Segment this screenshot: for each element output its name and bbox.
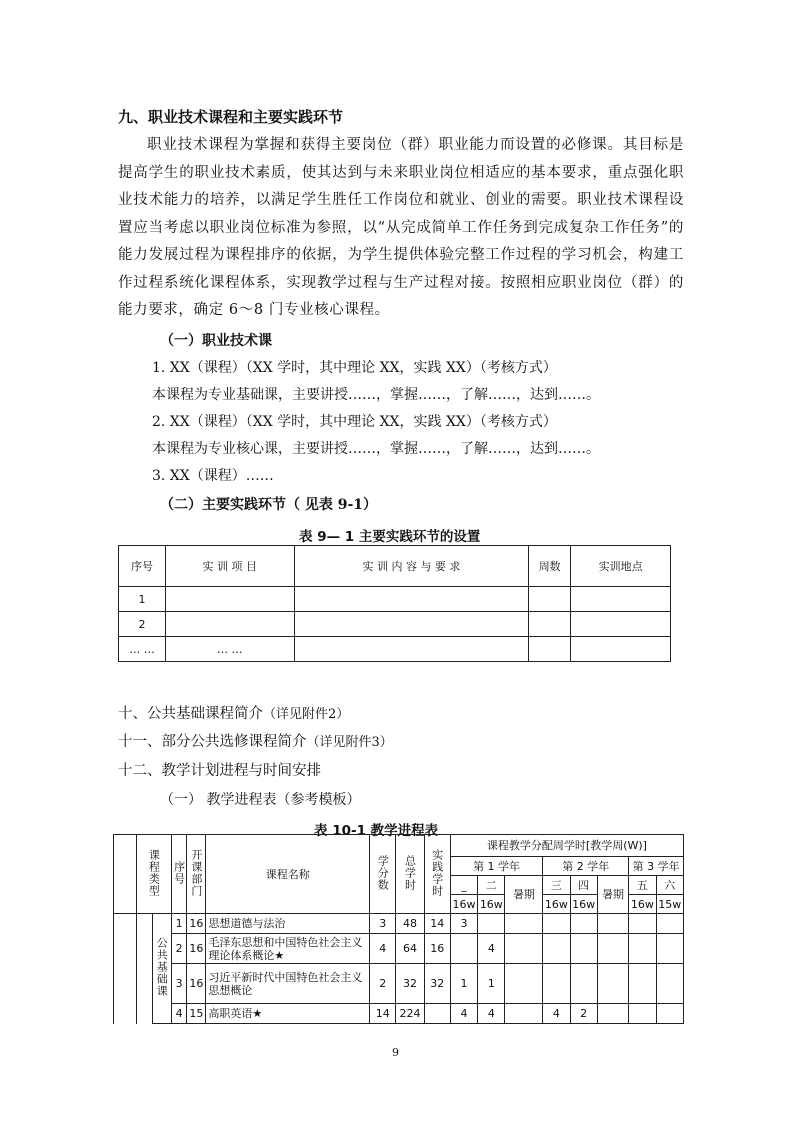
header-weeks-6: 15w bbox=[656, 895, 683, 914]
header-course-type-text: 课程类型 bbox=[147, 848, 161, 897]
group-public-basic bbox=[152, 914, 171, 1024]
table-row bbox=[119, 587, 671, 612]
group-public-basic-text: 公共基础课 bbox=[155, 937, 169, 997]
table-row bbox=[114, 1004, 684, 1024]
cell-total: 32 bbox=[396, 964, 424, 1004]
header-dept bbox=[187, 835, 206, 914]
header-sem-6: 六 bbox=[656, 876, 683, 895]
header-practice-hours bbox=[424, 835, 450, 914]
section-11-heading bbox=[118, 730, 393, 751]
cell-s2: 4 bbox=[478, 934, 505, 964]
cell-s4: 2 bbox=[570, 1004, 597, 1024]
header-seq-text: 序号 bbox=[172, 860, 186, 885]
header-year-3: 第 3 学年 bbox=[629, 857, 684, 876]
cell bbox=[294, 612, 529, 637]
cell bbox=[165, 612, 294, 637]
header-sem-5: 五 bbox=[629, 876, 656, 895]
cell-dept: 15 bbox=[187, 1004, 206, 1024]
section-10-title: 十、公共基础课程简介 bbox=[118, 706, 263, 722]
cell-summer bbox=[505, 1004, 543, 1024]
cell bbox=[529, 637, 571, 662]
header-summer-2: 暑期 bbox=[597, 876, 628, 914]
cell: 2 bbox=[119, 612, 166, 637]
cell-summer bbox=[505, 964, 543, 1004]
header-sem-3: 三 bbox=[543, 876, 570, 895]
table-row bbox=[119, 612, 671, 637]
cell-s2: 4 bbox=[478, 1004, 505, 1024]
table-row bbox=[114, 934, 684, 964]
cell-summer bbox=[505, 934, 543, 964]
section-12-heading: 十二、教学计划进程与时间安排 bbox=[118, 763, 321, 779]
header-distribution: 课程教学分配周学时[教学周(W)] bbox=[450, 835, 683, 857]
subsection-vocational-courses: （一）职业技术课 bbox=[160, 333, 272, 349]
subsection-teaching-schedule: （一） 教学进程表（参考模板） bbox=[160, 792, 361, 808]
cell-summer bbox=[597, 964, 628, 1004]
cell-seq: 3 bbox=[171, 964, 187, 1004]
paragraph-text: 职业技术课程为掌握和获得主要岗位（群）职业能力而设置的必修课。其目标是提高学生的职业技术素质，使其达到与未来职业岗位相适应的基本要求，重点强化职业技术能力的培养，以满足学生胜任工作岗位和就业、创业的需要。职业技术课程设置应当考虑以职业岗位标准为参照，以“从完成简单工作任务到完成复杂工作任务”的能力发展过程为课程排序的依据，为学生提供体验完整工作过程的学习机会，构建工作过程系统化课程体系，实现教学过程与生产过程对接。按照相应职业岗位（群）的能力要求，确定 6～8 门专业核心课程。 bbox=[118, 137, 684, 318]
cell-dept: 16 bbox=[187, 914, 206, 934]
cell-summer bbox=[597, 1004, 628, 1024]
cell-s1: 1 bbox=[450, 964, 477, 1004]
cell-s5 bbox=[629, 934, 656, 964]
cell-s5 bbox=[629, 1004, 656, 1024]
header-practice-hours-text: 实践学时 bbox=[430, 848, 444, 897]
cell-s3: 4 bbox=[543, 1004, 570, 1024]
cell bbox=[571, 612, 671, 637]
header-weeks-4: 16w bbox=[570, 895, 597, 914]
table-row bbox=[114, 914, 684, 934]
cell-s2: 1 bbox=[478, 964, 505, 1004]
cell-dept: 16 bbox=[187, 964, 206, 1004]
section-10-heading bbox=[118, 702, 349, 723]
cell-seq: 1 bbox=[171, 914, 187, 934]
table-10-1 bbox=[113, 834, 684, 1024]
header-sem-1: _ bbox=[450, 876, 477, 895]
header-credits-text: 学分数 bbox=[376, 854, 390, 891]
cell-summer bbox=[597, 934, 628, 964]
cell-s6 bbox=[656, 1004, 683, 1024]
cell bbox=[571, 637, 671, 662]
table-10-1-caption: 表 10-1 教学进程表 bbox=[314, 823, 439, 839]
page-number: 9 bbox=[392, 1046, 399, 1059]
section-9-paragraph bbox=[118, 132, 684, 325]
header-weeks-2: 16w bbox=[478, 895, 505, 914]
table-row bbox=[114, 964, 684, 1004]
header-weeks: 周数 bbox=[529, 546, 571, 587]
header-total-hours bbox=[396, 835, 424, 914]
header-sem-2: 二 bbox=[478, 876, 505, 895]
cell bbox=[529, 587, 571, 612]
cell-summer bbox=[597, 914, 628, 934]
table-header-row bbox=[119, 546, 671, 587]
cell-s6 bbox=[656, 934, 683, 964]
cell: … … bbox=[165, 637, 294, 662]
course-item-3: 3. XX（课程）…… bbox=[152, 468, 274, 484]
cell-s1: 4 bbox=[450, 1004, 477, 1024]
header-summer-1: 暑期 bbox=[505, 876, 543, 914]
header-year-2: 第 2 学年 bbox=[543, 857, 629, 876]
header-weeks-3: 16w bbox=[543, 895, 570, 914]
cell-practice: 16 bbox=[424, 934, 450, 964]
cell: … … bbox=[119, 637, 166, 662]
cell-s3 bbox=[543, 914, 570, 934]
cell-s5 bbox=[629, 914, 656, 934]
cell bbox=[294, 637, 529, 662]
cell-s5 bbox=[629, 964, 656, 1004]
header-project: 实 训 项 目 bbox=[165, 546, 294, 587]
cell-course-name: 习近平新时代中国特色社会主义思想概论 bbox=[206, 964, 370, 1004]
cell-s6 bbox=[656, 914, 683, 934]
header-course-name: 课程名称 bbox=[206, 835, 370, 914]
cell-total: 48 bbox=[396, 914, 424, 934]
header-seq bbox=[171, 835, 187, 914]
cell-course-name: 毛泽东思想和中国特色社会主义理论体系概论★ bbox=[206, 934, 370, 964]
cell bbox=[294, 587, 529, 612]
table-9-1 bbox=[118, 545, 671, 662]
table-9-1-caption: 表 9— 1 主要实践环节的设置 bbox=[299, 529, 481, 545]
header-weeks-5: 16w bbox=[629, 895, 656, 914]
cell-credits: 3 bbox=[370, 914, 396, 934]
cell-practice: 14 bbox=[424, 914, 450, 934]
cell-seq: 2 bbox=[171, 934, 187, 964]
cell-s3 bbox=[543, 934, 570, 964]
header-course-type bbox=[137, 835, 172, 914]
section-9-heading: 九、职业技术课程和主要实践环节 bbox=[118, 108, 344, 126]
cell-s1: 3 bbox=[450, 914, 477, 934]
cell-s4 bbox=[570, 964, 597, 1004]
course-item-2: 2. XX（课程）（XX 学时，其中理论 XX，实践 XX）（考核方式） bbox=[152, 414, 557, 430]
header-sem-4: 四 bbox=[570, 876, 597, 895]
cell-seq: 4 bbox=[171, 1004, 187, 1024]
cell-course-name: 高职英语★ bbox=[206, 1004, 370, 1024]
header-dept-text: 开课部门 bbox=[189, 848, 203, 897]
section-11-note: （详见附件3） bbox=[306, 735, 393, 750]
header-seq: 序号 bbox=[119, 546, 166, 587]
cell-s4 bbox=[570, 914, 597, 934]
cell-practice bbox=[424, 1004, 450, 1024]
course-item-1: 1. XX（课程）（XX 学时，其中理论 XX，实践 XX）（考核方式） bbox=[152, 360, 557, 376]
cell bbox=[165, 587, 294, 612]
subsection-practice: （二）主要实践环节（ 见表 9-1） bbox=[160, 497, 378, 513]
cell-total: 64 bbox=[396, 934, 424, 964]
header-content: 实 训 内 容 与 要 求 bbox=[294, 546, 529, 587]
cell-course-name: 思想道德与法治 bbox=[206, 914, 370, 934]
cell-credits: 4 bbox=[370, 934, 396, 964]
section-10-note: （详见附件2） bbox=[263, 707, 350, 722]
header-year-1: 第 1 学年 bbox=[450, 857, 542, 876]
cell-credits: 2 bbox=[370, 964, 396, 1004]
table-row bbox=[119, 637, 671, 662]
cell-s4 bbox=[570, 934, 597, 964]
header-credits bbox=[370, 835, 396, 914]
cell-summer bbox=[505, 914, 543, 934]
cell bbox=[571, 587, 671, 612]
cell-dept: 16 bbox=[187, 934, 206, 964]
cell-s2 bbox=[478, 914, 505, 934]
cell-practice: 32 bbox=[424, 964, 450, 1004]
header-weeks-1: 16w bbox=[450, 895, 477, 914]
cell-s3 bbox=[543, 964, 570, 1004]
cell-s1 bbox=[450, 934, 477, 964]
cell-s6 bbox=[656, 964, 683, 1004]
cell bbox=[529, 612, 571, 637]
section-11-title: 十一、部分公共选修课程简介 bbox=[118, 734, 307, 750]
header-total-hours-text: 总学时 bbox=[403, 854, 417, 891]
header-location: 实训地点 bbox=[571, 546, 671, 587]
course-item-2-desc: 本课程为专业核心课，主要讲授……，掌握……，了解……，达到……。 bbox=[152, 441, 600, 457]
cell-total: 224 bbox=[396, 1004, 424, 1024]
cell-credits: 14 bbox=[370, 1004, 396, 1024]
course-item-1-desc: 本课程为专业基础课，主要讲授……，掌握……，了解……，达到……。 bbox=[152, 387, 600, 403]
cell: 1 bbox=[119, 587, 166, 612]
